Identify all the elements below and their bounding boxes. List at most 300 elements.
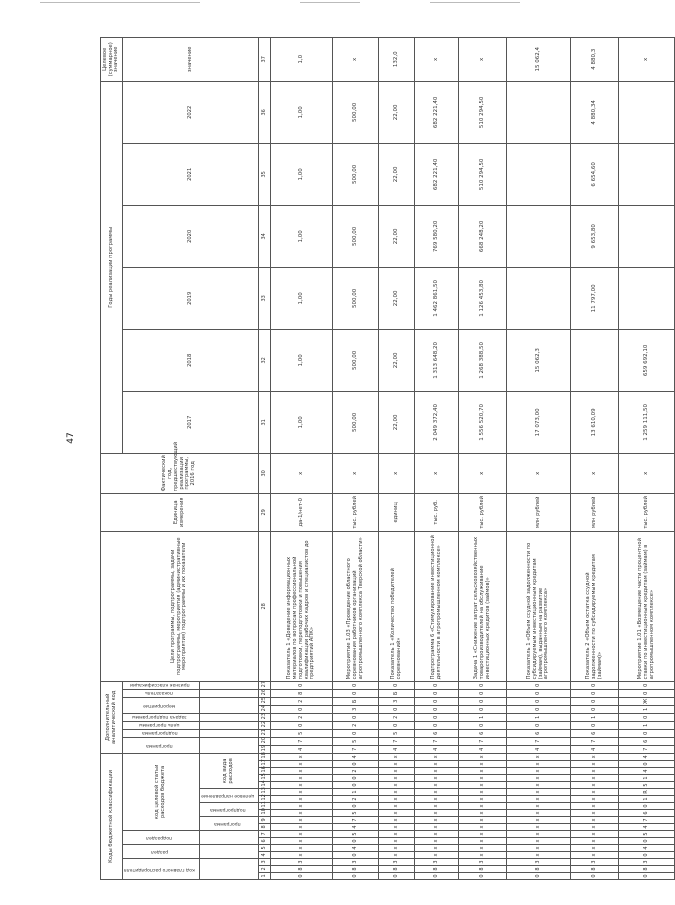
code-cell: 3 bbox=[415, 859, 459, 866]
code-cell: 6 bbox=[571, 729, 619, 737]
code-cell: x bbox=[415, 803, 459, 810]
header-sub-analytic: подпрограмма bbox=[141, 730, 178, 736]
code-cell: 4 bbox=[379, 745, 415, 753]
unit-cell: тыс. рублей bbox=[619, 493, 675, 531]
year-value-cell: 500,00 bbox=[333, 205, 379, 267]
code-cell: x bbox=[459, 852, 507, 859]
code-cell: x bbox=[271, 775, 333, 782]
code-cell: 8 bbox=[571, 866, 619, 873]
code-cell: 0 bbox=[619, 852, 675, 859]
column-number-row bbox=[259, 37, 271, 879]
code-cell: x bbox=[415, 852, 459, 859]
year-value-cell: 500,00 bbox=[333, 391, 379, 453]
code-cell: x bbox=[571, 782, 619, 789]
col-number: 9 bbox=[259, 817, 271, 824]
code-cell: 1 bbox=[619, 775, 675, 782]
code-cell: 0 bbox=[619, 873, 675, 880]
code-cell: 0 bbox=[333, 689, 379, 697]
col-number: 28 bbox=[259, 531, 271, 681]
code-cell: x bbox=[459, 796, 507, 803]
code-cell: x bbox=[459, 845, 507, 852]
code-cell: x bbox=[571, 831, 619, 838]
year-value-cell: 1 462 861,50 bbox=[415, 267, 459, 329]
goal-text: Показатель 1 «Объем ссудной задолженности по субсидируемым инвестиционным кредитам (займам), выданным на развитие агропромышленного комплекса» bbox=[507, 531, 571, 681]
code-cell: 0 bbox=[415, 697, 459, 705]
year-value-cell: 1 556 520,70 bbox=[459, 391, 507, 453]
code-cell: 4 bbox=[415, 745, 459, 753]
header-year: 2017 bbox=[123, 391, 259, 453]
code-cell: x bbox=[415, 796, 459, 803]
col-number: 1 bbox=[259, 873, 271, 880]
fact-cell: x bbox=[333, 453, 379, 493]
header-final-value: значение bbox=[123, 37, 259, 81]
scan-edge-mark bbox=[300, 2, 360, 3]
unit-cell: тыс. рублей bbox=[459, 493, 507, 531]
code-cell: 4 bbox=[571, 745, 619, 753]
col-number: 11 bbox=[259, 803, 271, 810]
year-value-cell: 4 880,34 bbox=[571, 81, 619, 143]
col-number: 36 bbox=[259, 81, 271, 143]
code-cell: Б bbox=[333, 697, 379, 705]
col-number: 6 bbox=[259, 838, 271, 845]
header-year: 2021 bbox=[123, 143, 259, 205]
year-value-cell bbox=[619, 81, 675, 143]
scan-edge-mark bbox=[40, 2, 200, 3]
code-cell: 0 bbox=[415, 689, 459, 697]
code-cell: x bbox=[459, 789, 507, 796]
year-value-cell bbox=[507, 143, 571, 205]
code-cell: x bbox=[271, 789, 333, 796]
code-cell: 0 bbox=[619, 761, 675, 768]
fact-cell: x bbox=[507, 453, 571, 493]
code-cell: 1 bbox=[459, 713, 507, 721]
code-cell: 0 bbox=[507, 681, 571, 689]
code-cell: 2 bbox=[333, 768, 379, 775]
fact-cell: x bbox=[415, 453, 459, 493]
code-cell: 0 bbox=[379, 873, 415, 880]
code-cell: x bbox=[571, 824, 619, 831]
code-cell: x bbox=[571, 838, 619, 845]
table-row bbox=[507, 37, 571, 879]
code-cell: x bbox=[271, 817, 333, 824]
table-row bbox=[333, 37, 379, 879]
code-cell: 1 bbox=[333, 789, 379, 796]
code-cell: 0 bbox=[619, 729, 675, 737]
code-cell: x bbox=[379, 817, 415, 824]
code-cell: x bbox=[507, 761, 571, 768]
code-cell: 4 bbox=[459, 745, 507, 753]
code-cell: x bbox=[415, 817, 459, 824]
code-cell: 3 bbox=[571, 859, 619, 866]
fact-cell: x bbox=[571, 453, 619, 493]
code-cell: x bbox=[415, 775, 459, 782]
code-cell: 3 bbox=[271, 859, 333, 866]
code-cell: x bbox=[271, 824, 333, 831]
header-sub-analytic: программа bbox=[146, 742, 173, 748]
code-cell: 8 bbox=[333, 866, 379, 873]
code-cell: x bbox=[271, 845, 333, 852]
year-value-cell: 1,00 bbox=[271, 329, 333, 391]
code-cell: 7 bbox=[459, 737, 507, 745]
code-cell: x bbox=[507, 845, 571, 852]
header-fact-year: Фактический год, предшествующий реализации программы, 2016 год bbox=[101, 453, 259, 493]
col-number: 5 bbox=[259, 845, 271, 852]
code-cell: x bbox=[507, 789, 571, 796]
code-cell: 3 bbox=[379, 697, 415, 705]
code-cell: 7 bbox=[379, 737, 415, 745]
year-value-cell: 22,00 bbox=[379, 81, 415, 143]
code-cell: 7 bbox=[415, 737, 459, 745]
code-cell: 8 bbox=[507, 866, 571, 873]
code-cell: 7 bbox=[619, 745, 675, 753]
code-cell: x bbox=[571, 852, 619, 859]
col-number: 2 bbox=[259, 866, 271, 873]
code-cell: x bbox=[571, 803, 619, 810]
code-cell: x bbox=[507, 768, 571, 775]
header-sub-analytic: признак классификации bbox=[129, 682, 190, 688]
header-unit: Единица измерения bbox=[101, 493, 259, 531]
code-cell: 1 bbox=[507, 713, 571, 721]
year-value-cell: 13 610,09 bbox=[571, 391, 619, 453]
code-cell: x bbox=[415, 824, 459, 831]
year-value-cell: 682 221,40 bbox=[415, 143, 459, 205]
col-number: 26 bbox=[259, 689, 271, 697]
code-cell: R bbox=[619, 789, 675, 796]
year-value-cell: 22,00 bbox=[379, 267, 415, 329]
code-cell: x bbox=[459, 817, 507, 824]
fact-cell: x bbox=[379, 453, 415, 493]
code-cell: 8 bbox=[271, 866, 333, 873]
code-cell: x bbox=[415, 768, 459, 775]
code-cell: x bbox=[379, 845, 415, 852]
year-value-cell: 682 221,40 bbox=[415, 81, 459, 143]
code-cell: 0 bbox=[571, 705, 619, 713]
header-sub-code: код вида расходов bbox=[221, 758, 234, 784]
unit-cell: млн рублей bbox=[507, 493, 571, 531]
code-cell: x bbox=[571, 845, 619, 852]
year-value-cell bbox=[619, 143, 675, 205]
year-value-cell: 659 692,10 bbox=[619, 329, 675, 391]
code-cell: 8 bbox=[459, 866, 507, 873]
code-cell: x bbox=[271, 831, 333, 838]
col-number: 35 bbox=[259, 143, 271, 205]
unit-cell: единиц bbox=[379, 493, 415, 531]
goal-text: Подпрограмма 6 «Стимулирование инвестиционной деятельности в агропромышленном комплексе» bbox=[415, 531, 459, 681]
col-number: 23 bbox=[259, 713, 271, 721]
code-cell: 2 bbox=[379, 713, 415, 721]
code-cell: 5 bbox=[333, 831, 379, 838]
year-value-cell bbox=[507, 205, 571, 267]
code-cell: x bbox=[571, 810, 619, 817]
code-cell: 0 bbox=[459, 721, 507, 729]
code-cell: 4 bbox=[619, 845, 675, 852]
code-cell: 0 bbox=[333, 873, 379, 880]
code-cell: x bbox=[507, 810, 571, 817]
table-row bbox=[619, 37, 675, 879]
code-cell: 4 bbox=[333, 824, 379, 831]
fact-cell: x bbox=[619, 453, 675, 493]
header-sub-analytic: цель программы bbox=[139, 722, 180, 728]
code-cell: 0 bbox=[571, 721, 619, 729]
code-cell: 0 bbox=[619, 713, 675, 721]
code-cell: 8 bbox=[379, 866, 415, 873]
code-cell: 8 bbox=[271, 689, 333, 697]
fact-cell: x bbox=[271, 453, 333, 493]
final-value-cell: x bbox=[459, 37, 507, 81]
goal-text: Показатель 1 «Количество победителей соревнований» bbox=[379, 531, 415, 681]
code-cell: 0 bbox=[271, 721, 333, 729]
code-cell: 0 bbox=[333, 775, 379, 782]
year-value-cell: 668 248,20 bbox=[459, 205, 507, 267]
code-cell: x bbox=[459, 810, 507, 817]
header-sub-code: код главного распорядителя bbox=[124, 866, 195, 872]
year-value-cell: 22,00 bbox=[379, 205, 415, 267]
table-row bbox=[415, 37, 459, 879]
code-cell: x bbox=[271, 768, 333, 775]
col-number: 7 bbox=[259, 831, 271, 838]
code-cell: 0 bbox=[333, 761, 379, 768]
code-cell: x bbox=[459, 768, 507, 775]
code-cell: 0 bbox=[459, 697, 507, 705]
code-cell: x bbox=[459, 761, 507, 768]
code-cell: x bbox=[459, 838, 507, 845]
col-number: 8 bbox=[259, 824, 271, 831]
code-cell: 0 bbox=[415, 681, 459, 689]
code-cell: x bbox=[459, 753, 507, 760]
header-sub-code: раздел bbox=[150, 849, 168, 855]
year-value-cell bbox=[507, 267, 571, 329]
col-number: 20 bbox=[259, 737, 271, 745]
col-number: 19 bbox=[259, 745, 271, 753]
code-cell: x bbox=[571, 775, 619, 782]
col-number: 14 bbox=[259, 782, 271, 789]
col-number: 29 bbox=[259, 493, 271, 531]
code-cell: 4 bbox=[507, 745, 571, 753]
code-cell: x bbox=[507, 782, 571, 789]
code-cell: Б bbox=[379, 689, 415, 697]
col-number: 33 bbox=[259, 267, 271, 329]
code-cell: 5 bbox=[619, 831, 675, 838]
header-analytic-group: Дополнительный аналитический код bbox=[101, 681, 123, 753]
final-value-cell: 132,0 bbox=[379, 37, 415, 81]
final-value-cell: x bbox=[333, 37, 379, 81]
code-cell: x bbox=[507, 852, 571, 859]
code-cell: 0 bbox=[379, 681, 415, 689]
code-cell: 6 bbox=[619, 810, 675, 817]
code-cell: x bbox=[459, 831, 507, 838]
unit-cell: млн рублей bbox=[571, 493, 619, 531]
code-cell: x bbox=[571, 796, 619, 803]
col-number: 21 bbox=[259, 729, 271, 737]
code-cell: x bbox=[379, 768, 415, 775]
program-table bbox=[100, 37, 675, 880]
final-value-cell: 4 880,3 bbox=[571, 37, 619, 81]
code-cell: x bbox=[379, 810, 415, 817]
col-number: 34 bbox=[259, 205, 271, 267]
code-cell: 4 bbox=[619, 824, 675, 831]
code-cell: x bbox=[415, 753, 459, 760]
code-cell: 0 bbox=[415, 873, 459, 880]
code-cell: 0 bbox=[507, 697, 571, 705]
col-number: 27 bbox=[259, 681, 271, 689]
code-cell: x bbox=[271, 761, 333, 768]
code-cell: 1 bbox=[619, 721, 675, 729]
code-cell: 0 bbox=[619, 838, 675, 845]
final-value-cell: 15 062,4 bbox=[507, 37, 571, 81]
year-value-cell: 1 313 648,20 bbox=[415, 329, 459, 391]
code-cell: x bbox=[571, 753, 619, 760]
code-cell: 0 bbox=[507, 705, 571, 713]
year-value-cell: 9 653,80 bbox=[571, 205, 619, 267]
code-cell: 5 bbox=[379, 729, 415, 737]
year-value-cell: 1 268 388,50 bbox=[459, 329, 507, 391]
year-value-cell: 1,00 bbox=[271, 267, 333, 329]
code-cell: x bbox=[507, 803, 571, 810]
fact-cell: x bbox=[459, 453, 507, 493]
code-cell: 5 bbox=[271, 729, 333, 737]
code-cell: 0 bbox=[459, 705, 507, 713]
code-cell: 0 bbox=[619, 681, 675, 689]
code-cell: 1 bbox=[571, 713, 619, 721]
code-cell: x bbox=[271, 796, 333, 803]
year-value-cell: 22,00 bbox=[379, 143, 415, 205]
year-value-cell: 500,00 bbox=[333, 81, 379, 143]
code-cell: 0 bbox=[415, 721, 459, 729]
goal-text: Задача 1 «Снижение затрат сельскохозяйственных товаропроизводителей на обслуживание инвестиционных кредитов (займов)» bbox=[459, 531, 507, 681]
code-cell: 8 bbox=[415, 866, 459, 873]
col-number: 17 bbox=[259, 761, 271, 768]
code-cell: 2 bbox=[271, 713, 333, 721]
code-cell: x bbox=[507, 824, 571, 831]
code-cell: 5 bbox=[619, 782, 675, 789]
code-cell: 0 bbox=[571, 697, 619, 705]
page-number: 47 bbox=[66, 432, 76, 444]
year-value-cell: 1,00 bbox=[271, 81, 333, 143]
code-cell: 5 bbox=[333, 737, 379, 745]
code-cell: 0 bbox=[571, 689, 619, 697]
code-cell: 0 bbox=[619, 689, 675, 697]
unit-cell: тыс. рублей bbox=[333, 493, 379, 531]
goal-text: Показатель 1 «Доведение информационных материалов по вопросам профессиональной подготовки, переподготовки и повышения квалификации рабочих кадров и специалистов до предприятий АПК» bbox=[271, 531, 333, 681]
code-cell: x bbox=[379, 761, 415, 768]
code-cell: 0 bbox=[271, 873, 333, 880]
code-cell: 4 bbox=[333, 845, 379, 852]
year-value-cell: 1,00 bbox=[271, 143, 333, 205]
code-cell: 0 bbox=[459, 689, 507, 697]
year-value-cell: 15 062,3 bbox=[507, 329, 571, 391]
header-year: 2020 bbox=[123, 205, 259, 267]
code-cell: x bbox=[415, 838, 459, 845]
year-value-cell: 510 294,50 bbox=[459, 143, 507, 205]
col-number: 24 bbox=[259, 705, 271, 713]
code-cell: 4 bbox=[619, 768, 675, 775]
header-year: 2022 bbox=[123, 81, 259, 143]
code-cell: 0 bbox=[333, 782, 379, 789]
code-cell: 7 bbox=[271, 737, 333, 745]
year-value-cell: 22,00 bbox=[379, 391, 415, 453]
col-number: 16 bbox=[259, 768, 271, 775]
table-row bbox=[459, 37, 507, 879]
code-cell: 3 bbox=[333, 705, 379, 713]
code-cell: Ж bbox=[619, 697, 675, 705]
col-number: 18 bbox=[259, 753, 271, 760]
col-number: 12 bbox=[259, 796, 271, 803]
code-cell: 0 bbox=[619, 803, 675, 810]
code-cell: x bbox=[415, 845, 459, 852]
code-cell: x bbox=[379, 824, 415, 831]
code-cell: x bbox=[507, 831, 571, 838]
code-cell: 0 bbox=[333, 681, 379, 689]
code-cell: 0 bbox=[333, 729, 379, 737]
code-cell: x bbox=[415, 831, 459, 838]
code-cell: x bbox=[271, 810, 333, 817]
header-sub-code: подпрограмма bbox=[209, 807, 246, 813]
header-sub-code: целевое направление bbox=[200, 793, 255, 799]
code-cell: 3 bbox=[333, 859, 379, 866]
col-number: 10 bbox=[259, 810, 271, 817]
code-cell: 6 bbox=[459, 729, 507, 737]
code-cell: x bbox=[271, 782, 333, 789]
code-cell: 7 bbox=[571, 737, 619, 745]
code-cell: x bbox=[271, 852, 333, 859]
code-cell: x bbox=[379, 775, 415, 782]
col-number: 13 bbox=[259, 789, 271, 796]
col-number: 31 bbox=[259, 391, 271, 453]
code-cell: x bbox=[379, 796, 415, 803]
header-year: 2018 bbox=[123, 329, 259, 391]
year-value-cell: 500,00 bbox=[333, 267, 379, 329]
code-cell: x bbox=[459, 803, 507, 810]
code-cell: 7 bbox=[619, 817, 675, 824]
year-value-cell: 22,00 bbox=[379, 329, 415, 391]
code-cell: x bbox=[507, 753, 571, 760]
code-cell: x bbox=[271, 753, 333, 760]
year-value-cell bbox=[619, 267, 675, 329]
code-cell: x bbox=[379, 782, 415, 789]
code-cell: 4 bbox=[619, 753, 675, 760]
code-cell: x bbox=[507, 838, 571, 845]
code-cell: x bbox=[379, 789, 415, 796]
scan-edge-mark bbox=[430, 2, 520, 3]
code-cell: 0 bbox=[571, 873, 619, 880]
year-value-cell: 1 126 453,80 bbox=[459, 267, 507, 329]
year-value-cell: 2 049 372,40 bbox=[415, 391, 459, 453]
code-cell: x bbox=[571, 768, 619, 775]
code-cell: 6 bbox=[619, 737, 675, 745]
code-cell: 1 bbox=[619, 796, 675, 803]
header-codes-group: Коды бюджетной классификации bbox=[101, 753, 123, 879]
code-cell: x bbox=[507, 796, 571, 803]
code-cell: x bbox=[379, 831, 415, 838]
col-number: 3 bbox=[259, 859, 271, 866]
table-row bbox=[571, 37, 619, 879]
code-cell: 6 bbox=[507, 729, 571, 737]
code-cell: 3 bbox=[619, 859, 675, 866]
code-cell: 7 bbox=[333, 745, 379, 753]
header-sub-analytic: мероприятие bbox=[143, 702, 176, 708]
year-value-cell: 1 259 111,50 bbox=[619, 391, 675, 453]
year-value-cell bbox=[507, 81, 571, 143]
code-cell: 0 bbox=[379, 705, 415, 713]
code-cell: x bbox=[459, 824, 507, 831]
program-table-rotated bbox=[100, 40, 655, 880]
header-sub-code: код целевой статьи расходов бюджета bbox=[123, 753, 200, 830]
code-cell: 8 bbox=[619, 866, 675, 873]
final-value-cell: 1,0 bbox=[271, 37, 333, 81]
code-cell: 0 bbox=[271, 681, 333, 689]
col-number: 15 bbox=[259, 775, 271, 782]
goal-text: Показатель 2 «Объем остатка ссудной задолженности по субсидируемым кредитам (займам)» bbox=[571, 531, 619, 681]
